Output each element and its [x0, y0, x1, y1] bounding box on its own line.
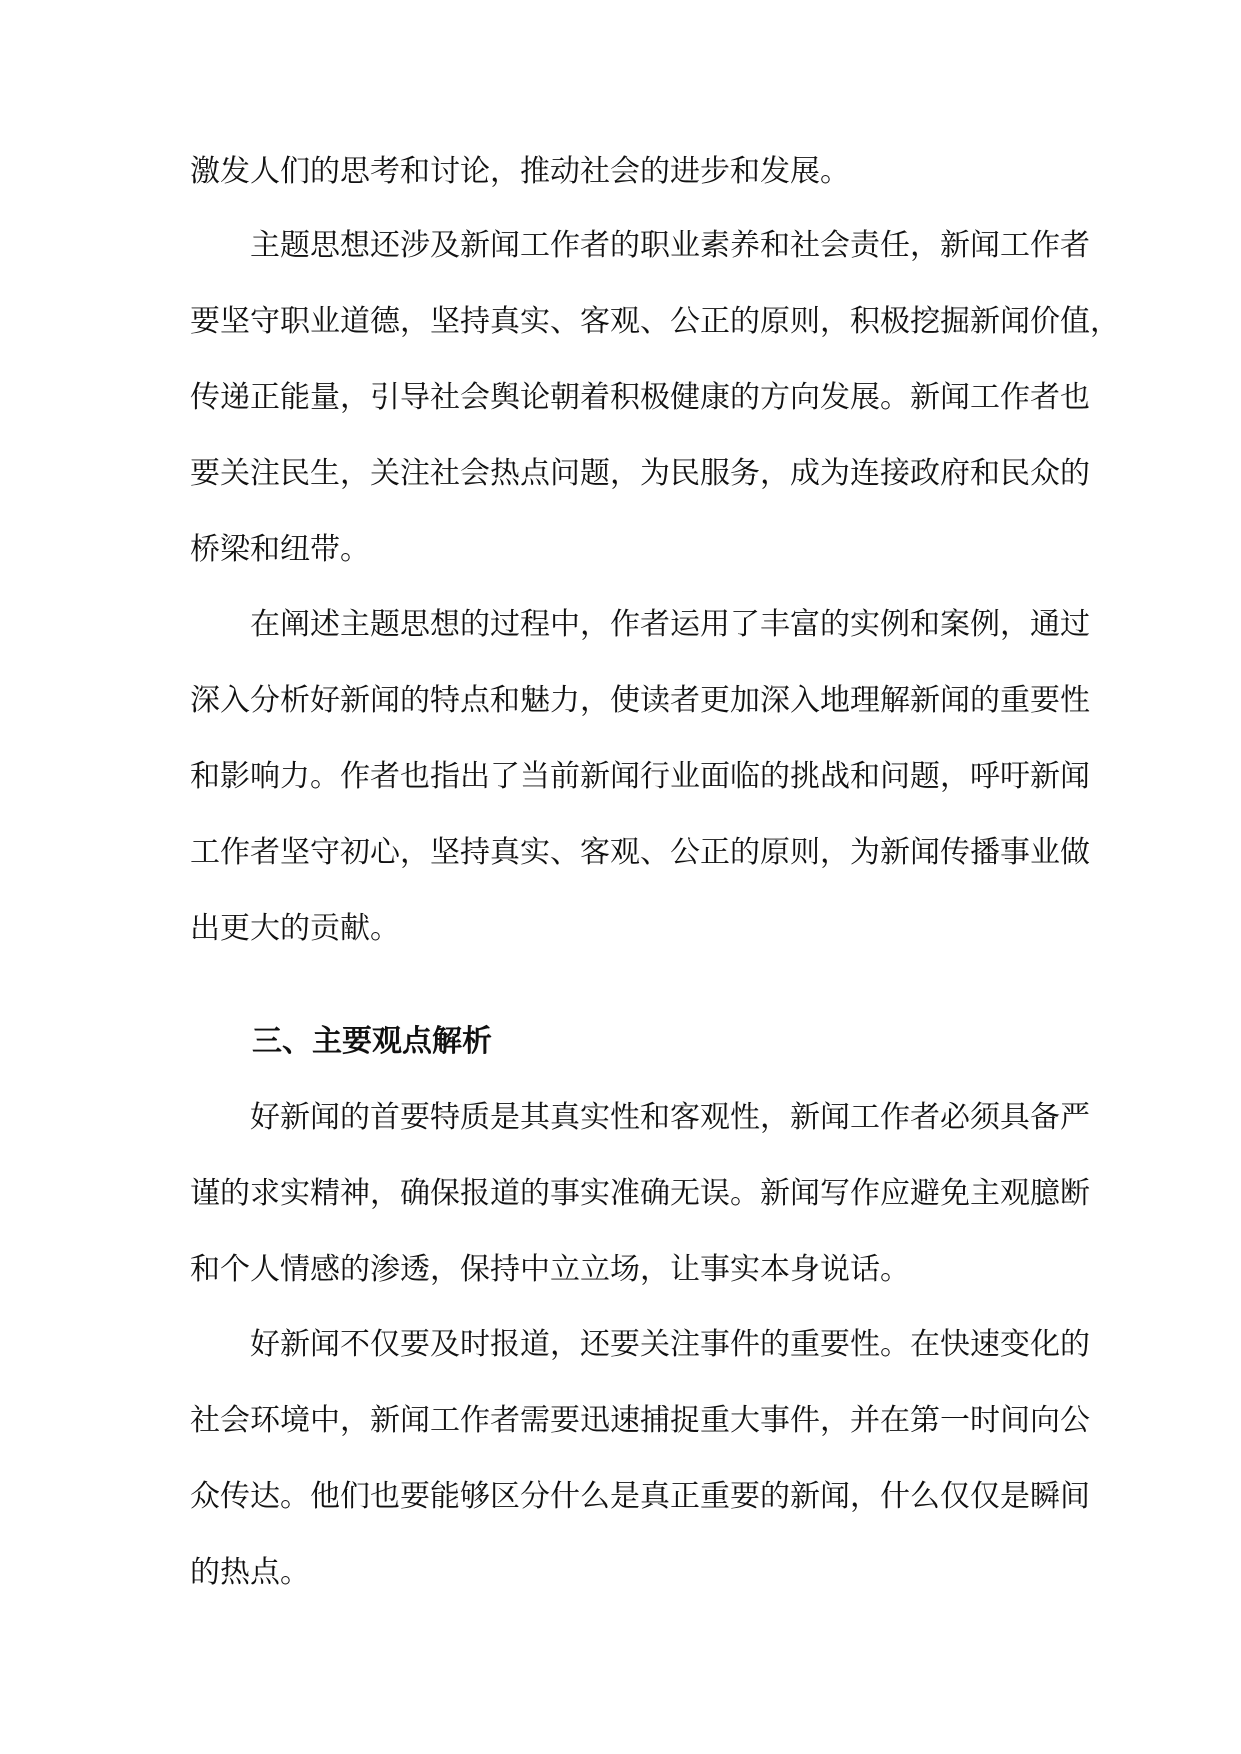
paragraph-line: 工作者坚守初心，坚持真实、客观、公正的原则，为新闻传播事业做 [190, 835, 1090, 870]
paragraph-line: 的热点。 [190, 1555, 310, 1590]
paragraph-line: 众传达。他们也要能够区分什么是真正重要的新闻，什么仅仅是瞬间 [190, 1479, 1090, 1514]
paragraph-line: 社会环境中，新闻工作者需要迅速捕捉重大事件，并在第一时间向公 [190, 1403, 1090, 1438]
paragraph-line: 激发人们的思考和讨论，推动社会的进步和发展。 [190, 154, 850, 189]
paragraph-line: 要关注民生，关注社会热点问题，为民服务，成为连接政府和民众的 [190, 456, 1090, 491]
paragraph-line: 桥梁和纽带。 [190, 532, 370, 567]
paragraph-line: 传递正能量，引导社会舆论朝着积极健康的方向发展。新闻工作者也 [190, 380, 1090, 415]
paragraph-line: 深入分析好新闻的特点和魅力，使读者更加深入地理解新闻的重要性 [190, 683, 1090, 718]
paragraph-line: 和个人情感的渗透，保持中立立场，让事实本身说话。 [190, 1252, 910, 1287]
paragraph-line: 和影响力。作者也指出了当前新闻行业面临的挑战和问题，呼吁新闻 [190, 759, 1090, 794]
paragraph-line: 好新闻不仅要及时报道，还要关注事件的重要性。在快速变化的 [250, 1327, 1090, 1362]
paragraph-line: 要坚守职业道德，坚持真实、客观、公正的原则，积极挖掘新闻价值， [190, 304, 1120, 339]
paragraph-line: 主题思想还涉及新闻工作者的职业素养和社会责任，新闻工作者 [250, 228, 1090, 263]
paragraph-line: 出更大的贡献。 [190, 911, 400, 946]
paragraph-line: 在阐述主题思想的过程中，作者运用了丰富的实例和案例，通过 [250, 607, 1090, 642]
section-heading: 三、主要观点解析 [252, 1024, 492, 1059]
paragraph-line: 好新闻的首要特质是其真实性和客观性，新闻工作者必须具备严 [250, 1100, 1090, 1135]
paragraph-line: 谨的求实精神，确保报道的事实准确无误。新闻写作应避免主观臆断 [190, 1176, 1090, 1211]
